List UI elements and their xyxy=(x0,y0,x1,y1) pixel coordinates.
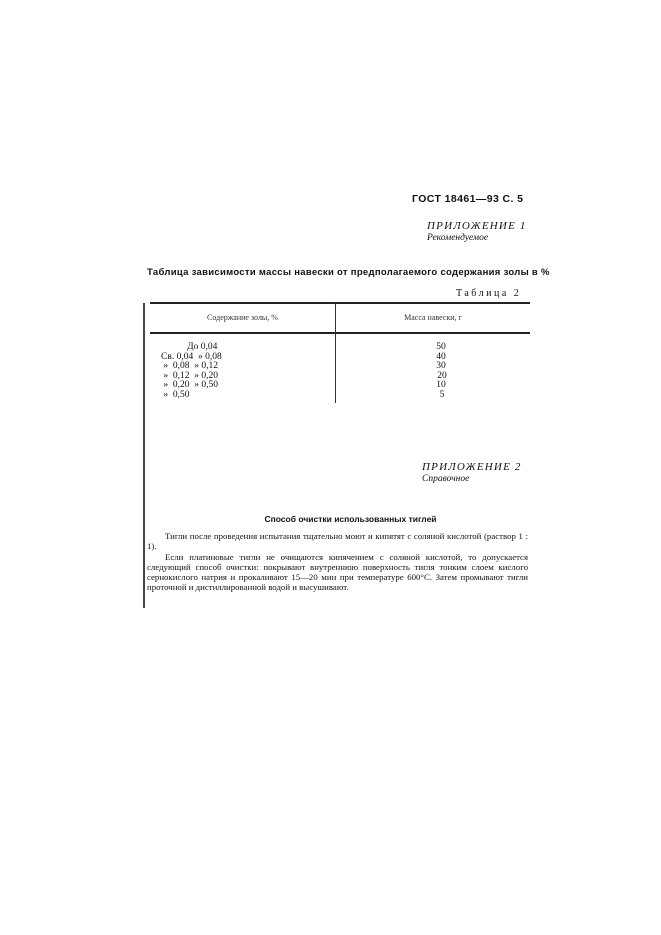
paragraph-2 xyxy=(147,552,528,593)
column-header-ash: Содержание золы, % xyxy=(207,313,278,322)
annex-2-title: ПРИЛОЖЕНИЕ 2 xyxy=(422,461,522,473)
table-top-rule xyxy=(150,302,530,304)
table-cell-mass: 10 xyxy=(436,380,446,390)
table-cell-ash: Св. 0,04 » 0,08 xyxy=(161,351,222,362)
table-label: Таблица 2 xyxy=(456,288,522,299)
table-cell-mass: 40 xyxy=(436,351,446,362)
table-heading: Таблица зависимости массы навески от предполагаемого содержания золы в % xyxy=(147,267,550,278)
annex-1-title: ПРИЛОЖЕНИЕ 1 xyxy=(427,220,527,232)
column-header-mass: Масса навески, г xyxy=(404,313,462,322)
annex-1-subtitle: Рекомендуемое xyxy=(427,233,489,243)
table-cell-ash: До 0,04 xyxy=(161,342,218,352)
annex-2-subtitle: Справочное xyxy=(422,474,470,484)
table-cell-mass: 20 xyxy=(437,370,447,381)
paragraph-1-text: Тигли после проведения испытания тщательно моют и кипятят с соляной кислотой (раствор 1 : 1). xyxy=(147,531,528,552)
table-cell-ash: » 0,08 » 0,12 xyxy=(161,361,218,371)
table-cell-ash: » 0,20 » 0,50 xyxy=(161,380,218,390)
table-cell-ash: » 0,50 xyxy=(161,389,190,400)
table-cell-mass: 30 xyxy=(436,361,446,371)
page-margin-bar xyxy=(143,303,145,608)
section-title: Способ очистки использованных тиглей xyxy=(264,514,437,524)
paragraph-1 xyxy=(147,531,528,551)
table-cell-mass: 5 xyxy=(439,389,445,400)
document-code: ГОСТ 18461—93 С. 5 xyxy=(412,193,524,205)
paragraph-2-text: Если платиновые тигли не очищаются кипячением с соляной кислотой, то допускается следующий способ очистки: покрывают внутреннюю поверхность тигля тонким слоем кислого сернокислого натрия и прокаливают 15—20 мин при температуре 600°С. Затем промывают тигли проточной и дистиллированной водой и высушивают. xyxy=(147,551,528,593)
table-cell-ash: » 0,12 » 0,20 xyxy=(161,370,218,381)
table-cell-mass: 50 xyxy=(436,342,446,352)
table-header-rule xyxy=(150,332,530,334)
